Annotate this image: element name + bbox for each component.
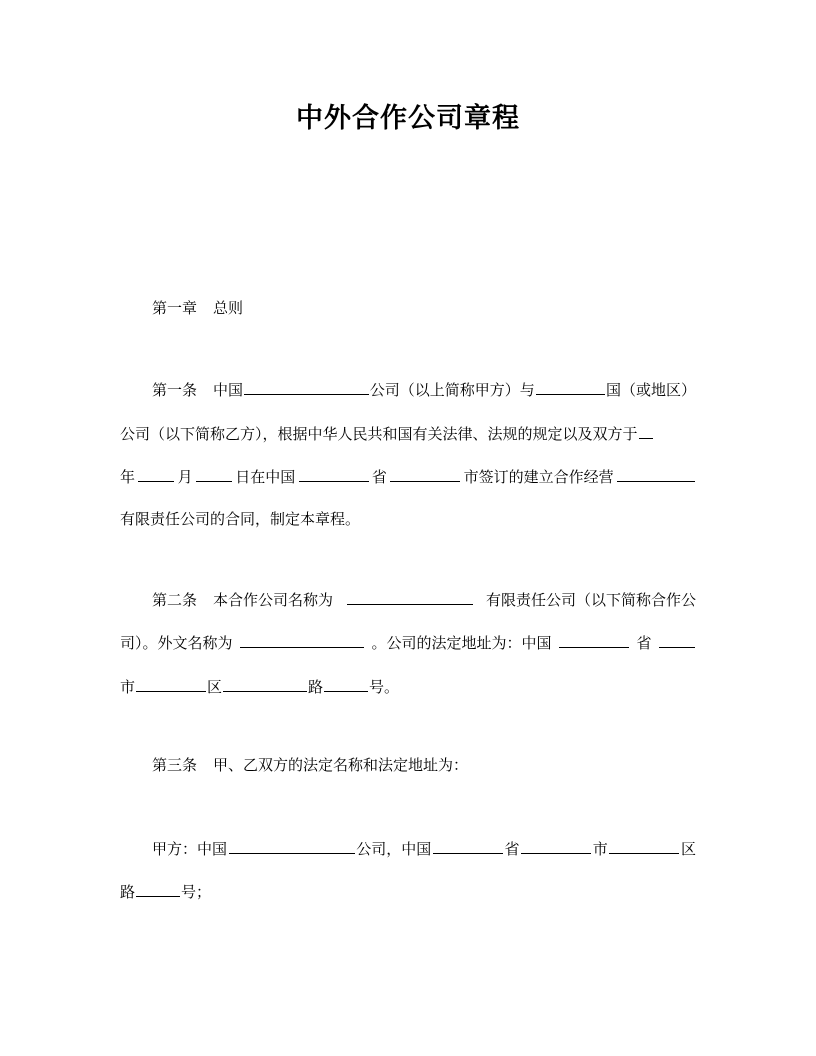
chapter-heading: [152, 298, 696, 318]
article2-text: 路: [308, 678, 324, 696]
blank-field[interactable]: [136, 676, 206, 692]
article1-text: 中国: [213, 381, 244, 399]
blank-field[interactable]: [617, 466, 695, 482]
article1-line4: [120, 509, 696, 529]
chapter-name: 总则: [213, 299, 244, 317]
article1-text: 年: [120, 468, 136, 486]
article1-line3: [120, 466, 696, 487]
article1-text: 日在中国: [235, 468, 296, 486]
article2-text: 区: [207, 678, 223, 696]
blank-field[interactable]: [240, 632, 364, 648]
article2-text: 省: [636, 634, 652, 652]
article1-text: 公司（以下简称乙方），根据中华人民共和国有关法律、法规的规定以及双方于: [120, 425, 638, 443]
article2-line2: [120, 632, 696, 653]
party-a-text: 市: [592, 840, 608, 858]
article3-line1: [152, 755, 696, 775]
article2-text: 有限责任公司（以下简称合作公: [485, 591, 696, 609]
article2-line1: [152, 589, 696, 610]
blank-field[interactable]: [223, 676, 307, 692]
blank-field[interactable]: [659, 632, 695, 648]
blank-field[interactable]: [138, 466, 174, 482]
blank-field[interactable]: [347, 589, 473, 605]
document-title: 中外合作公司章程: [296, 103, 520, 134]
blank-field[interactable]: [196, 466, 232, 482]
article2-text: 市: [120, 678, 136, 696]
party-a-text: 甲方：中国: [152, 840, 228, 858]
blank-field[interactable]: [390, 466, 460, 482]
party-a-line1: [152, 838, 696, 859]
article1-text: 公司（以上简称甲方）与: [369, 381, 535, 399]
blank-field[interactable]: [639, 423, 653, 439]
article1-text: 有限责任公司的合同，制定本章程。: [120, 510, 361, 528]
party-a-text: 公司，中国: [356, 840, 432, 858]
article2-text: 号。: [369, 678, 400, 696]
party-a-line2: [120, 881, 696, 902]
blank-field[interactable]: [521, 838, 591, 854]
chapter-number: 第一章: [152, 299, 198, 317]
party-a-text: 省: [504, 840, 520, 858]
article1-line2: [120, 423, 696, 444]
party-a-text: 号；: [181, 883, 212, 901]
article1-text: 月: [177, 468, 193, 486]
blank-field[interactable]: [609, 838, 679, 854]
article3-label: 第三条: [152, 756, 198, 774]
article1-label: 第一条: [152, 381, 198, 399]
blank-field[interactable]: [559, 632, 629, 648]
blank-field[interactable]: [324, 676, 368, 692]
article2-text: 。公司的法定地址为：中国: [371, 634, 552, 652]
article2-label: 第二条: [152, 591, 198, 609]
article1-line1: [152, 379, 696, 400]
article3-text: 甲、乙双方的法定名称和法定地址为：: [213, 756, 469, 774]
blank-field[interactable]: [136, 881, 180, 897]
blank-field[interactable]: [433, 838, 503, 854]
article1-text: 国（或地区）: [605, 381, 696, 399]
article1-text: 省: [371, 468, 387, 486]
article2-line3: [120, 676, 696, 697]
article1-text: 市签订的建立合作经营: [463, 468, 614, 486]
party-a-text: 区: [680, 840, 696, 858]
blank-field[interactable]: [229, 838, 355, 854]
article2-text: 司）。外文名称为: [120, 634, 233, 652]
blank-field[interactable]: [536, 379, 605, 395]
blank-field[interactable]: [244, 379, 369, 395]
party-a-text: 路: [120, 883, 136, 901]
blank-field[interactable]: [299, 466, 369, 482]
article2-text: 本合作公司名称为: [213, 591, 334, 609]
